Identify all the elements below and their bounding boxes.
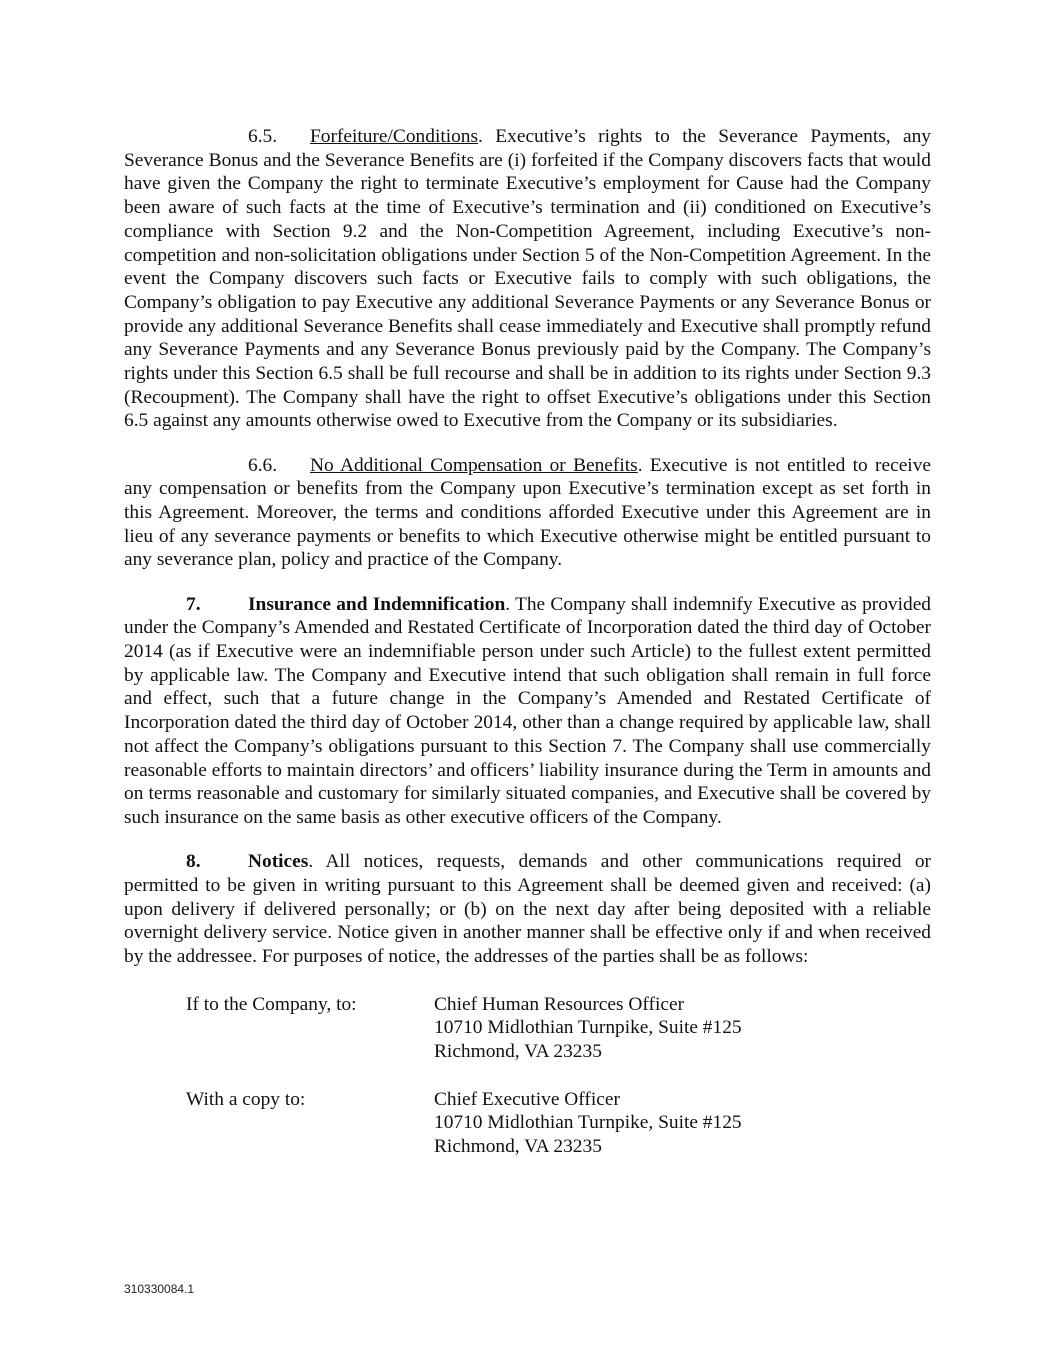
address-company [186,993,931,1064]
address-copy [186,1088,931,1159]
heading-suffix: . [637,454,643,476]
address-line: Richmond, VA 23235 [434,1041,602,1063]
address-lines [434,993,742,1064]
section-body: The Company shall indemnify Executive as provided under the Company’s Amended and Restated Certificate of Incorporation dated the third day of October 2014 (as if Executive were an indemnifiable person under such Article) to the fullest extent permitted by applicable law. The Company and Executive intend that such obligation shall remain in full force and effect, such that a future change in the Company’s Amended and Restated Certificate of Incorporation dated the third day of October 2014, other than a change required by applicable law, shall not affect the Company’s obligations pursuant to this Section 7. The Company shall use commercially reasonable efforts to maintain directors’ and officers’ liability insurance during the Term in amounts and on terms reasonable and customary for similarly situated companies, and Executive shall be covered by such insurance on the same basis as other executive officers of the Company. [124,593,931,828]
address-label: With a copy to: [186,1088,306,1110]
address-label: If to the Company, to: [186,993,357,1015]
heading-suffix: . [308,851,314,873]
address-line: Chief Executive Officer [434,1088,620,1110]
heading-suffix: . [478,126,483,147]
section-body: Executive’s rights to the Severance Payments, any Severance Bonus and the Severance Benefits are (i) forfeited if the Company discovers facts that would have given the Company the right to terminate Executive’s employment for Cause had the Company been aware of such facts at the time of Executive’s termination and (ii) conditioned on Executive’s compliance with Section 9.2 and the Non-Competition Agreement, including Executive’s non-competition and non-solicitation obligations under Section 5 of the Non-Competition Agreement. In the event the Company discovers such facts or Executive fails to comply with such obligations, the Company’s obligation to pay Executive any additional Severance Payments or any Severance Bonus or provide any additional Severance Benefits shall cease immediately and Executive shall promptly refund any Severance Payments and any Severance Bonus previously paid by the Company. The Company’s rights under this Section 6.5 shall be full recourse and shall be in addition to its rights under Section 9.3 (Recoupment). The Company shall have the right to offset Executive’s obligations under this Section 6.5 against any amounts otherwise owed to Executive from the Company or its subsidiaries. [124,126,931,432]
section-heading: Insurance and Indemnification [248,593,506,615]
document-page [124,125,931,1182]
document-id: 310330084.1 [124,1282,195,1296]
section-number: 8. [186,851,201,873]
section-heading: Forfeiture/Conditions [310,126,479,147]
section-number: 6.5. [248,126,278,147]
section-body: All notices, requests, demands and other communications required or permitted to be given in writing pursuant to this Agreement shall be deemed given and received: (a) upon delivery if delivered personally; or (b) on the next day after being deposited with a reliable overnight delivery service. Notice given in another manner shall be effective only if and when received by the addressee. For purposes of notice, the addresses of the parties shall be as follows: [124,851,931,967]
address-line: 10710 Midlothian Turnpike, Suite #125 [434,1112,742,1134]
address-lines [434,1088,742,1159]
address-line: Chief Human Resources Officer [434,993,685,1015]
section-body: Executive is not entitled to receive any compensation or benefits from the Company upon Executive’s termination except as set forth in this Agreement. Moreover, the terms and conditions afforded Executive under this Agreement are in lieu of any severance payments or benefits to which Executive otherwise might be entitled pursuant to any severance plan, policy and practice of the Company. [124,454,931,571]
notice-addresses [186,993,931,1159]
section-heading: Notices [248,851,309,873]
section-6-5 [124,125,931,433]
section-8 [124,850,931,969]
section-number: 6.6. [248,454,278,476]
section-number: 7. [186,593,201,615]
section-heading: No Additional Compensation or Benefits [310,454,638,476]
heading-suffix: . [505,593,511,615]
section-6-6 [124,454,931,573]
section-7 [124,593,931,830]
address-line: 10710 Midlothian Turnpike, Suite #125 [434,1017,742,1039]
address-line: Richmond, VA 23235 [434,1135,602,1157]
